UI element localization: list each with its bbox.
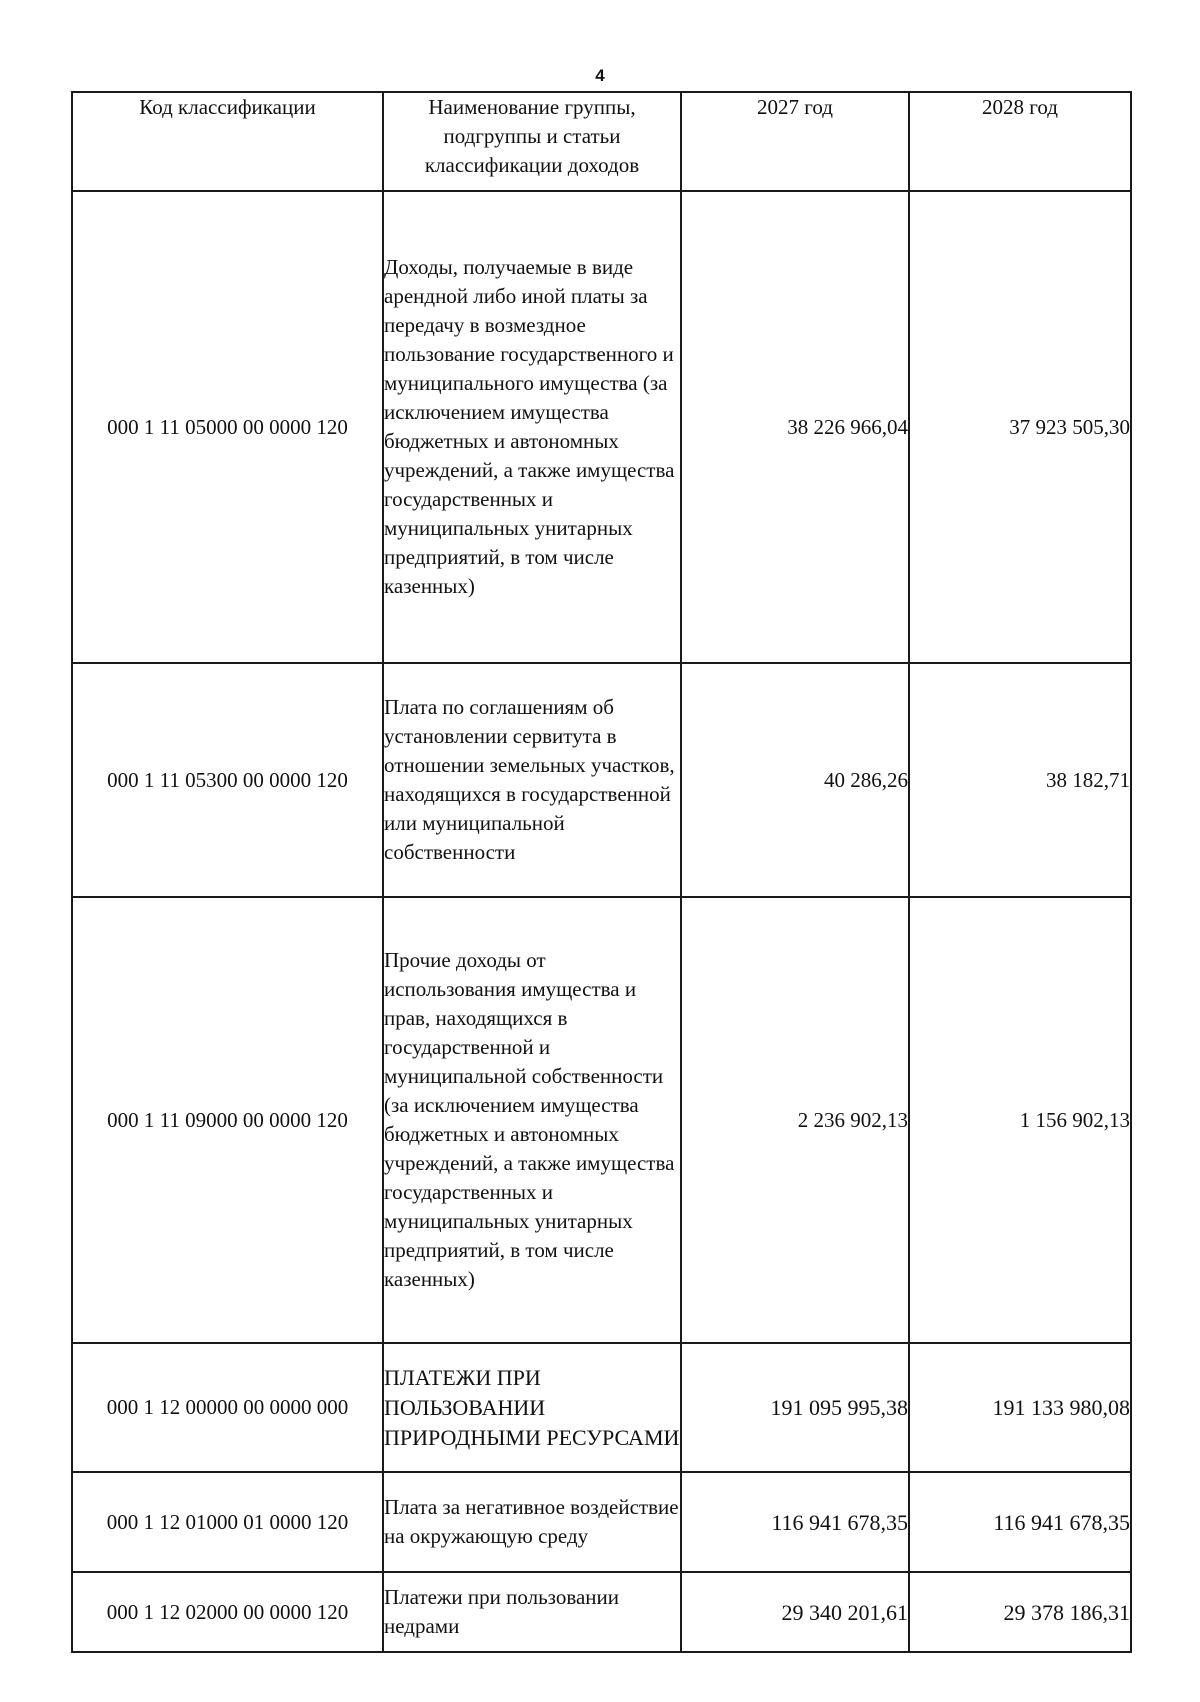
- amount-2027-cell: 29 340 201,61: [681, 1572, 909, 1652]
- amount-2028-cell: 37 923 505,30: [909, 191, 1131, 663]
- amount-2027-cell: 191 095 995,38: [681, 1343, 909, 1472]
- classification-code-cell: 000 1 11 05300 00 0000 120: [72, 663, 383, 897]
- classification-code-cell: 000 1 12 02000 00 0000 120: [72, 1572, 383, 1652]
- amount-2027-cell: 40 286,26: [681, 663, 909, 897]
- classification-code-cell: 000 1 11 09000 00 0000 120: [72, 897, 383, 1343]
- revenue-table: [71, 91, 1132, 1653]
- classification-code-cell: 000 1 12 00000 00 0000 000: [72, 1343, 383, 1472]
- header-year-2028: 2028 год: [909, 92, 1131, 191]
- amount-2028-cell: 29 378 186,31: [909, 1572, 1131, 1652]
- income-name-cell: ПЛАТЕЖИ ПРИ ПОЛЬЗОВАНИИ ПРИРОДНЫМИ РЕСУРСАМИ: [383, 1343, 681, 1472]
- table-row: [72, 897, 1131, 1343]
- amount-2028-cell: 191 133 980,08: [909, 1343, 1131, 1472]
- income-name-cell: Платежи при пользовании недрами: [383, 1572, 681, 1652]
- table-row: [72, 1572, 1131, 1652]
- income-name-cell: Плата по соглашениям об установлении сервитута в отношении земельных участков, находящихся в государственной или муниципальной собственности: [383, 663, 681, 897]
- table-row: [72, 1343, 1131, 1472]
- amount-2028-cell: 116 941 678,35: [909, 1472, 1131, 1572]
- header-classification-code: Код классификации: [72, 92, 383, 191]
- table-row: [72, 1472, 1131, 1572]
- income-name-cell: Доходы, получаемые в виде арендной либо иной платы за передачу в возмездное пользование государственного и муниципального имущества (за исключением имущества бюджетных и автономных учреждений, а также имущества государственных и муниципальных унитарных предприятий, в том числе казенных): [383, 191, 681, 663]
- header-year-2027: 2027 год: [681, 92, 909, 191]
- header-income-name: Наименование группы, подгруппы и статьи классификации доходов: [383, 92, 681, 191]
- page-number: 4: [595, 66, 605, 85]
- table-header-row: [72, 92, 1131, 191]
- table-row: [72, 663, 1131, 897]
- amount-2028-cell: 38 182,71: [909, 663, 1131, 897]
- amount-2027-cell: 2 236 902,13: [681, 897, 909, 1343]
- amount-2027-cell: 38 226 966,04: [681, 191, 909, 663]
- classification-code-cell: 000 1 12 01000 01 0000 120: [72, 1472, 383, 1572]
- income-name-cell: Плата за негативное воздействие на окружающую среду: [383, 1472, 681, 1572]
- income-name-cell: Прочие доходы от использования имущества и прав, находящихся в государственной и муниципальной собственности (за исключением имущества бюджетных и автономных учреждений, а также имущества государственных и муниципальных унитарных предприятий, в том числе казенных): [383, 897, 681, 1343]
- amount-2028-cell: 1 156 902,13: [909, 897, 1131, 1343]
- classification-code-cell: 000 1 11 05000 00 0000 120: [72, 191, 383, 663]
- amount-2027-cell: 116 941 678,35: [681, 1472, 909, 1572]
- table-row: [72, 191, 1131, 663]
